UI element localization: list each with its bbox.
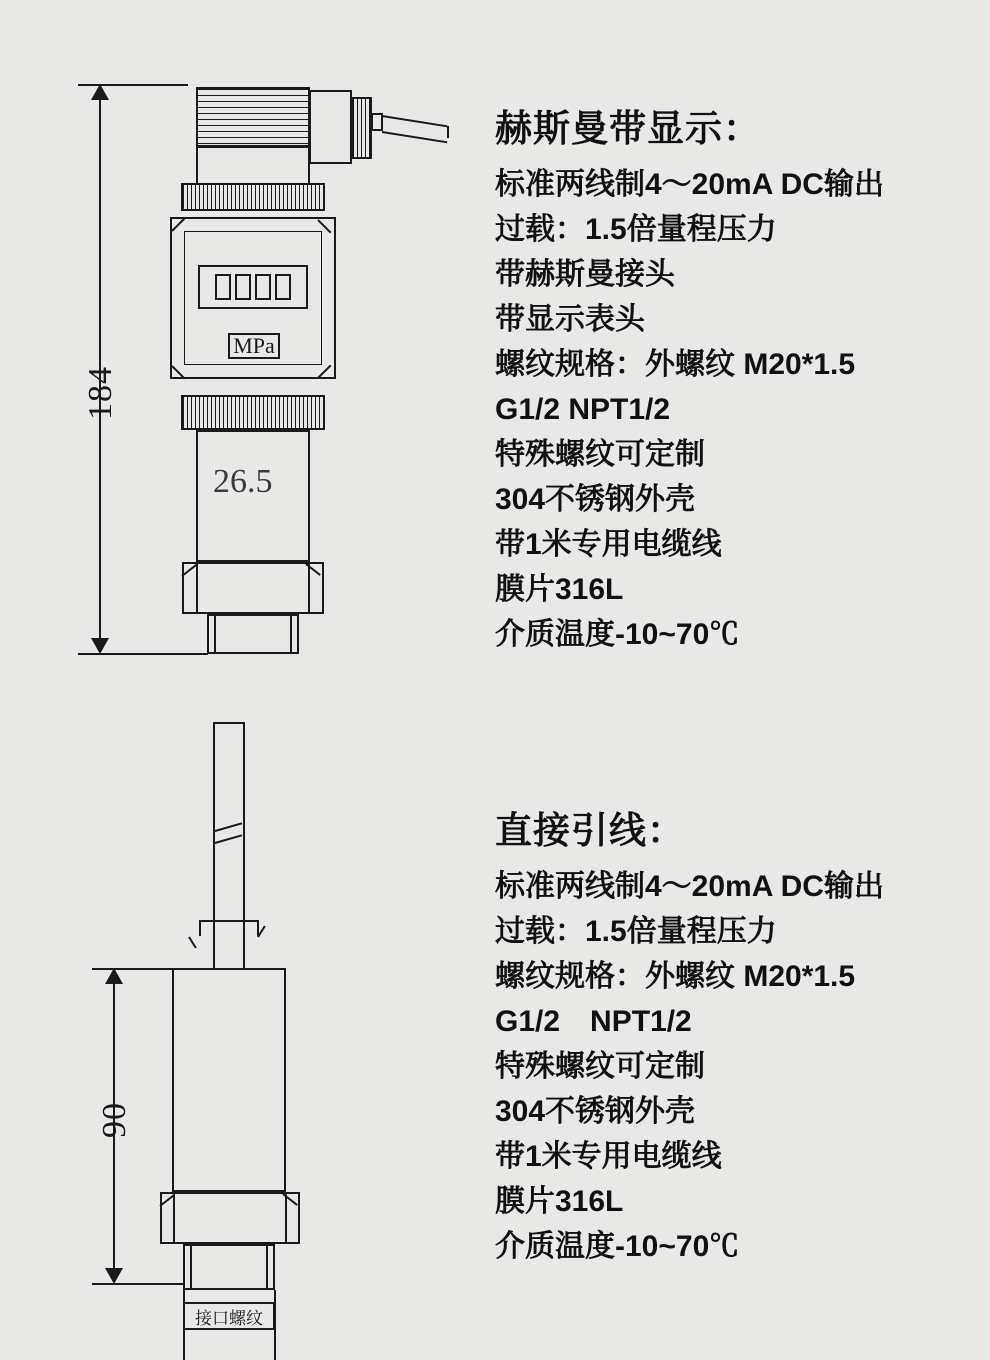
display-digit bbox=[255, 274, 271, 300]
thread-inner-left bbox=[214, 614, 216, 654]
hex-nut-edge-left bbox=[173, 1192, 175, 1244]
section-direct-lead bbox=[0, 690, 990, 1360]
spec-block-direct-lead bbox=[495, 800, 975, 1269]
cable-top-cap bbox=[213, 722, 245, 724]
hex-nut-edge-right bbox=[308, 562, 310, 614]
thread-inner-right bbox=[266, 1244, 268, 1290]
lower-knurled-ring bbox=[181, 395, 325, 430]
sensor-body-cylinder bbox=[172, 968, 286, 1192]
spec-line: 螺纹规格：外螺纹 M20*1.5 bbox=[495, 348, 856, 381]
spec-line: 特殊螺纹可定制 bbox=[495, 438, 705, 471]
extension-line-top bbox=[78, 84, 188, 86]
spec-line: 带1米专用电缆线 bbox=[495, 1140, 722, 1173]
mpa-unit-label: MPa bbox=[228, 333, 280, 359]
arrow-down-icon bbox=[105, 1268, 123, 1284]
hex-nut bbox=[160, 1192, 300, 1244]
cable-end-cap bbox=[447, 126, 449, 138]
cone-left-short bbox=[199, 922, 201, 936]
spec-line: 带赫斯曼接头 bbox=[495, 258, 675, 291]
spec-line: 螺纹规格：外螺纹 M20*1.5 bbox=[495, 960, 856, 993]
extension-line-bottom bbox=[78, 653, 208, 655]
spec-line: 304不锈钢外壳 bbox=[495, 1095, 696, 1128]
cable-break-mark-lower bbox=[215, 834, 242, 844]
dimension-label-90: 90 bbox=[96, 1102, 133, 1138]
interface-thread-label: 接口螺纹 bbox=[183, 1302, 275, 1330]
strain-relief-shoulder bbox=[199, 920, 259, 922]
display-digit bbox=[215, 274, 231, 300]
spec-line: 特殊螺纹可定制 bbox=[495, 1050, 705, 1083]
spec-line: 304不锈钢外壳 bbox=[495, 483, 696, 516]
spec-line: 带显示表头 bbox=[495, 303, 645, 336]
spec-line: 介质温度-10~70℃ bbox=[495, 618, 740, 651]
cable-edge-right bbox=[243, 722, 245, 970]
cone-taper-left bbox=[188, 936, 197, 948]
display-digit bbox=[235, 274, 251, 300]
hex-nut bbox=[182, 562, 324, 614]
digital-display bbox=[198, 265, 308, 309]
arrow-down-icon bbox=[91, 638, 109, 654]
spec-line: G1/2 NPT1/2 bbox=[495, 393, 671, 426]
spec-line: 过载：1.5倍量程压力 bbox=[495, 915, 777, 948]
extension-line-bottom bbox=[92, 1283, 197, 1285]
cable-line-lower bbox=[382, 131, 448, 143]
spec-line: 膜片316L bbox=[495, 573, 624, 606]
thread-inner-left bbox=[190, 1244, 192, 1290]
connector-body bbox=[196, 146, 310, 186]
spec-line: 膜片316L bbox=[495, 1185, 624, 1218]
strain-relief-left bbox=[213, 903, 215, 919]
connector-side-block bbox=[309, 90, 352, 164]
spec-title: 赫斯曼带显示： bbox=[495, 108, 761, 149]
process-thread bbox=[183, 1244, 275, 1290]
spec-line: 标准两线制4～20mA DC输出 bbox=[495, 168, 884, 201]
connector-knurled-nut bbox=[351, 97, 372, 159]
cable-edge-left bbox=[213, 722, 215, 970]
spec-title: 直接引线： bbox=[495, 810, 685, 851]
spec-line: G1/2 NPT1/2 bbox=[495, 1005, 692, 1038]
hex-nut-edge-right bbox=[285, 1192, 287, 1244]
upper-knurled-ring bbox=[181, 183, 325, 211]
dimension-label-184: 184 bbox=[82, 366, 119, 420]
spec-line: 过载：1.5倍量程压力 bbox=[495, 213, 777, 246]
connector-top-ribs bbox=[196, 87, 310, 147]
spec-block-hirschmann bbox=[495, 98, 975, 657]
spec-line: 标准两线制4～20mA DC输出 bbox=[495, 870, 884, 903]
display-digit bbox=[275, 274, 291, 300]
dimension-label-26-5: 26.5 bbox=[213, 463, 273, 500]
process-thread bbox=[207, 614, 299, 654]
spec-line: 介质温度-10~70℃ bbox=[495, 1230, 740, 1263]
cable-break-mark-upper bbox=[215, 822, 242, 832]
hex-nut-edge-left bbox=[196, 562, 198, 614]
strain-relief-right bbox=[243, 903, 245, 919]
spec-line: 带1米专用电缆线 bbox=[495, 528, 722, 561]
thread-inner-right bbox=[290, 614, 292, 654]
cable-line-upper bbox=[382, 115, 448, 127]
